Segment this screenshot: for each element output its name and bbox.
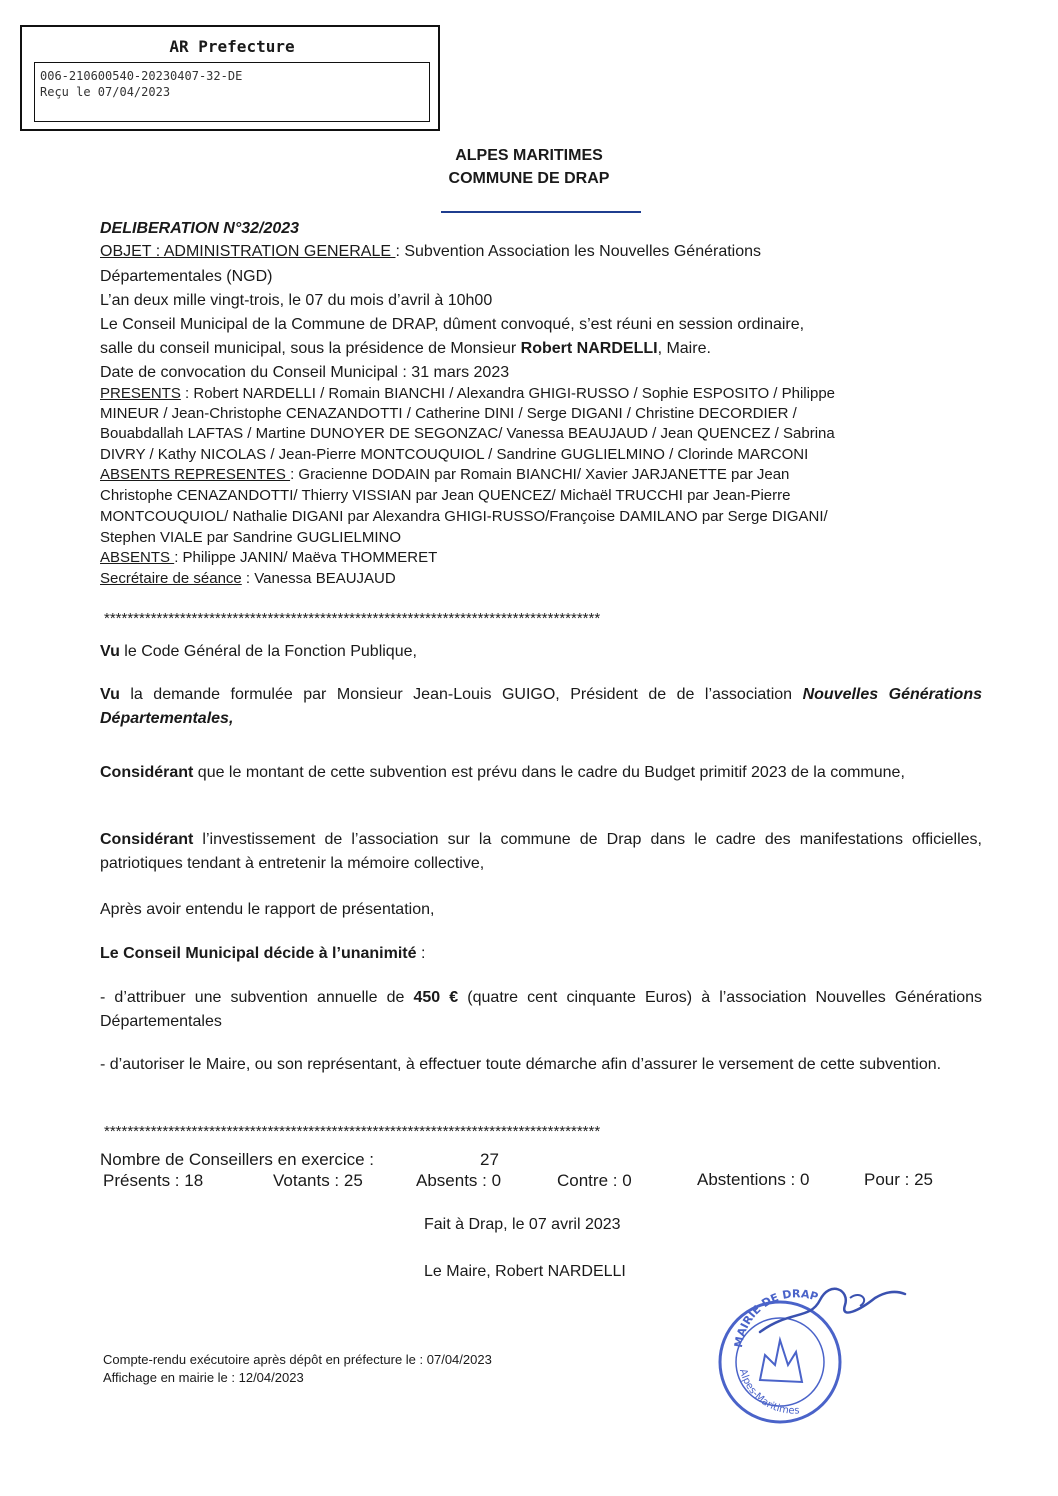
presents-text-1: : Robert NARDELLI / Romain BIANCHI / Alexandra GHIGI-RUSSO / Sophie ESPOSITO / Philippe: [180, 385, 835, 402]
ar-received-date: Reçu le 07/04/2023: [40, 85, 171, 99]
mayor-signature-line: Le Maire, Robert NARDELLI: [424, 1263, 626, 1280]
considerant-investment-text: l’investissement de l’association sur la commune de Drap dans le cadre des manifestations officielles, patriotiques tendant à entretenir la mémoire collective,: [100, 831, 982, 872]
decision-text: Le Conseil Municipal décide à l’unanimité: [100, 945, 417, 962]
separator-top: *************************************************************************************: [104, 610, 601, 627]
votes-abstentions: Abstentions : 0: [697, 1170, 810, 1189]
ar-stamp-details: [34, 62, 430, 122]
considerant-budget-text: que le montant de cette subvention est prévu dans le cadre du Budget primitif 2023 de la commune,: [193, 764, 905, 781]
convocation-date: Date de convocation du Conseil Municipal : 31 mars 2023: [100, 364, 510, 381]
executoire-note: Compte-rendu exécutoire après dépôt en préfecture le : 07/04/2023: [103, 1352, 492, 1367]
vu-code-text: le Code Général de la Fonction Publique,: [119, 643, 417, 660]
votes-presents: Présents : 18: [103, 1171, 204, 1190]
votes-votants: Votants : 25: [273, 1171, 363, 1190]
votes-contre: Contre : 0: [557, 1171, 632, 1190]
conseillers-label: Nombre de Conseillers en exercice :: [100, 1150, 375, 1169]
seal-emblem: [760, 1340, 802, 1382]
absents-label: ABSENTS: [100, 549, 175, 566]
council-line-1: Le Conseil Municipal de la Commune de DRAP, dûment convoqué, s’est réuni en session ordinaire,: [100, 316, 805, 333]
vu-demande-text: la demande formulée par Monsieur Jean-Louis GUIGO, Président de de l’association: [119, 686, 803, 703]
presents-line-4: DIVRY / Kathy NICOLAS / Jean-Pierre MONTCOUQUIOL / Sandrine GUGLIELMINO / Clorinde MARCONI: [100, 446, 809, 463]
object-line-2: Départementales (NGD): [100, 268, 273, 285]
ar-prefecture-stamp: [20, 25, 440, 131]
affichage-note: Affichage en mairie le : 12/04/2023: [103, 1370, 304, 1385]
mairie-seal: [700, 1270, 920, 1430]
council-line-2-text: salle du conseil municipal, sous la présidence de Monsieur: [100, 340, 521, 357]
mayor-name: Robert NARDELLI: [520, 340, 658, 357]
vu-keyword-2: Vu: [100, 686, 120, 703]
considerant-keyword-2: Considérant: [100, 831, 194, 848]
decision-item-authorization: - d’autoriser le Maire, ou son représentant, à effectuer toute démarche afin d’assurer le versement de cette subvention.: [100, 1056, 942, 1073]
council-line-2-end: , Maire.: [657, 340, 711, 357]
absents-represented-line-2: Christophe CENAZANDOTTI/ Thierry VISSIAN par Jean QUENCEZ/ Michaël TRUCCHI par Jean-Pierre: [100, 487, 791, 504]
considerant-keyword: Considérant: [100, 764, 194, 781]
association-name: Nouvelles Générations Départementales,: [100, 686, 983, 727]
seal-top-text: MAIRIE DE DRAP: [731, 1287, 820, 1349]
conseillers-value: 27: [480, 1150, 499, 1169]
vu-demande-paragraph: [100, 683, 982, 731]
separator-bottom: *************************************************************************************: [104, 1123, 601, 1140]
secretary-label: Secrétaire de séance: [100, 570, 242, 587]
object-line: [100, 243, 761, 261]
presents-label: PRESENTS: [100, 385, 181, 402]
absents-represented-label: ABSENTS REPRESENTES: [100, 466, 291, 483]
presents-line-3: Bouabdallah LAFTAS / Martine DUNOYER DE SEGONZAC/ Vanessa BEAUJAUD / Jean QUENCEZ / Sabrina: [100, 425, 835, 442]
secretary-line: [100, 570, 396, 587]
absents-represented-text-1: : Gracienne DODAIN par Romain BIANCHI/ Xavier JARJANETTE par Jean: [290, 466, 790, 483]
item1-start: - d’attribuer une subvention annuelle de: [100, 989, 414, 1006]
object-text: : Subvention Association les Nouvelles Générations: [395, 243, 762, 260]
decision-item-subvention: [100, 986, 982, 1034]
votes-absents: Absents : 0: [416, 1171, 502, 1190]
seal-bottom-text: Alpes-Maritimes: [736, 1367, 800, 1417]
department-heading: ALPES MARITIMES: [455, 147, 603, 164]
deliberation-number: DELIBERATION N°32/2023: [100, 220, 300, 237]
absents-represented-line-1: [100, 466, 789, 483]
considerant-budget-paragraph: [100, 761, 982, 785]
signature-flourish: [850, 1295, 864, 1306]
subvention-amount: 450 €: [413, 989, 459, 1006]
council-line-2: [100, 340, 711, 358]
considerant-investment-paragraph: [100, 828, 982, 876]
vu-keyword: Vu: [100, 643, 120, 660]
apres-paragraph: Après avoir entendu le rapport de présentation,: [100, 901, 435, 918]
absents-line: [100, 549, 437, 566]
absents-represented-line-4: Stephen VIALE par Sandrine GUGLIELMINO: [100, 529, 401, 546]
absents-text: : Philippe JANIN/ Maëva THOMMERET: [174, 549, 438, 566]
presents-line-1: [100, 385, 835, 402]
commune-heading: COMMUNE DE DRAP: [448, 170, 610, 187]
session-date: L’an deux mille vingt-trois, le 07 du mois d’avril à 10h00: [100, 292, 493, 309]
item1-end: (quatre cent cinquante Euros) à l’association Nouvelles Générations Départementales: [100, 989, 982, 1030]
header-divider: [441, 211, 641, 213]
vu-code-paragraph: [100, 640, 982, 664]
secretary-name: : Vanessa BEAUJAUD: [241, 570, 396, 587]
place-date: Fait à Drap, le 07 avril 2023: [424, 1216, 621, 1233]
decision-heading: [100, 942, 982, 966]
object-label: OBJET : ADMINISTRATION GENERALE: [100, 243, 396, 260]
ar-stamp-title: AR Prefecture: [169, 37, 295, 56]
votes-pour: Pour : 25: [864, 1170, 933, 1189]
ar-reference: 006-210600540-20230407-32-DE: [40, 69, 243, 83]
decision-colon: :: [416, 945, 426, 962]
absents-represented-line-3: MONTCOUQUIOL/ Nathalie DIGANI par Alexandra GHIGI-RUSSO/Françoise DAMILANO par Serge DIGANI/: [100, 508, 828, 525]
presents-line-2: MINEUR / Jean-Christophe CENAZANDOTTI / Catherine DINI / Serge DIGANI / Christine DECORDIER /: [100, 405, 797, 422]
